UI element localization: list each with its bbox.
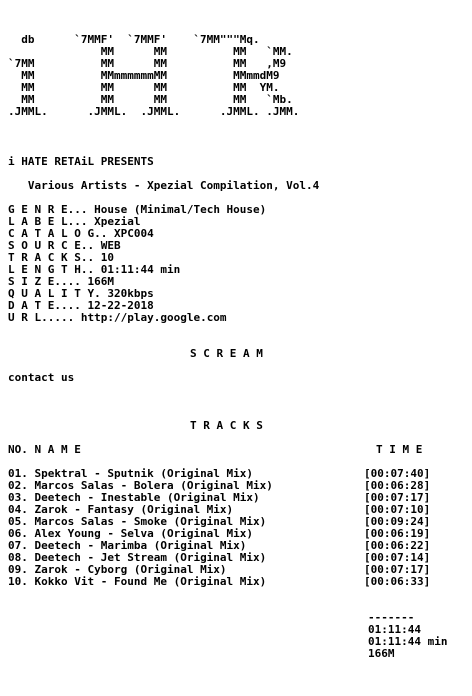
info-block — [8, 204, 266, 324]
track-number: 05. — [8, 516, 28, 528]
track-row — [8, 576, 464, 588]
track-number: 08. — [8, 552, 28, 564]
track-name-cell — [8, 468, 364, 480]
tracks-header-name: NO. N A M E — [8, 444, 81, 456]
info-value: Xpezial — [94, 215, 141, 228]
track-number: 07. — [8, 540, 28, 552]
info-label: L A B E L... — [8, 215, 88, 228]
track-name-cell — [8, 528, 364, 540]
track-time: [00:07:10] — [364, 503, 431, 516]
track-name-cell — [8, 516, 364, 528]
track-time: [00:09:24] — [364, 515, 431, 528]
track-name-cell — [8, 540, 364, 552]
info-value: 12-22-2018 — [87, 299, 154, 312]
track-name-cell — [8, 552, 364, 564]
summary-total-size: 166M — [368, 647, 395, 660]
track-time: [00:07:14] — [364, 551, 431, 564]
info-value: House (Minimal/Tech House) — [94, 203, 267, 216]
scream-heading-text: S C R E A M — [190, 347, 263, 360]
summary-divider: ------- — [368, 611, 415, 624]
track-number: 06. — [8, 528, 28, 540]
info-value: WEB — [100, 239, 121, 252]
info-value: 01:11:44 min — [100, 263, 181, 276]
track-name-cell — [8, 576, 364, 588]
tracks-heading-text: T R A C K S — [190, 419, 263, 432]
ascii-logo: db `7MMF' `7MMF' `7MM"""Mq. MM MM MM `MM. `7MM MM MM MM ,M9 MM MMmmmmmmMM MMmmdM9 MM MM MM MM YM. MM MM MM MM `Mb. .JMML. .JMML. .JMML. .JMML. .JMM. — [8, 33, 300, 118]
track-title: Alex Young - Selva (Original Mix) — [34, 528, 254, 540]
track-number: 09. — [8, 564, 28, 576]
release-title-text: Various Artists - Xpezial Compilation, Vol.4 — [8, 179, 320, 192]
info-value[interactable]: http://play.google.com — [80, 311, 227, 324]
track-title: Marcos Salas - Smoke (Original Mix) — [34, 516, 267, 528]
scream-heading — [190, 348, 263, 360]
track-time: [00:07:40] — [364, 467, 431, 480]
info-label: L E N G T H.. — [8, 263, 95, 276]
track-title: Kokko Vit - Found Me (Original Mix) — [34, 576, 267, 588]
track-title: Marcos Salas - Bolera (Original Mix) — [34, 480, 273, 492]
track-name-cell — [8, 504, 364, 516]
contact-link[interactable]: contact us — [8, 371, 75, 384]
summary-total-time: 01:11:44 — [368, 623, 421, 636]
track-time: [00:06:28] — [364, 479, 431, 492]
track-title: Zarok - Cyborg (Original Mix) — [34, 564, 227, 576]
tracks-heading — [190, 420, 263, 432]
info-value: 166M — [87, 275, 114, 288]
tracks-header-time: T I M E — [376, 443, 423, 456]
track-name-cell — [8, 492, 364, 504]
track-number: 01. — [8, 468, 28, 480]
info-label: U R L..... — [8, 311, 75, 324]
contact-line[interactable] — [8, 372, 74, 384]
track-title: Deetech - Inestable (Original Mix) — [34, 492, 260, 504]
info-label: C A T A L O G.. — [8, 227, 108, 240]
track-time: [00:07:17] — [364, 563, 431, 576]
info-label: S I Z E.... — [8, 275, 81, 288]
track-number: 02. — [8, 480, 28, 492]
track-list — [8, 468, 464, 588]
track-number: 10. — [8, 576, 28, 588]
track-time: [00:06:22] — [364, 539, 431, 552]
track-title: Deetech - Jet Stream (Original Mix) — [34, 552, 267, 564]
info-label: G E N R E... — [8, 203, 88, 216]
track-number: 03. — [8, 492, 28, 504]
info-value: 10 — [100, 251, 114, 264]
info-label: D A T E.... — [8, 299, 81, 312]
tracks-header — [8, 444, 472, 456]
track-time: [00:06:19] — [364, 527, 431, 540]
track-name-cell — [8, 564, 364, 576]
info-label: Q U A L I T Y. — [8, 287, 101, 300]
track-name-cell — [8, 480, 364, 492]
summary-total-length: 01:11:44 min — [368, 635, 448, 648]
track-time: [00:07:17] — [364, 491, 431, 504]
track-title: Zarok - Fantasy (Original Mix) — [34, 504, 234, 516]
presents-line — [8, 156, 154, 168]
track-time: [00:06:33] — [364, 575, 431, 588]
track-title: Spektral - Sputnik (Original Mix) — [34, 468, 254, 480]
track-title: Deetech - Marimba (Original Mix) — [34, 540, 247, 552]
info-label: S O U R C E.. — [8, 239, 95, 252]
info-row — [8, 312, 266, 324]
presents-text: i HATE RETAiL PRESENTS — [8, 155, 154, 168]
summary-block — [368, 612, 447, 660]
track-number: 04. — [8, 504, 28, 516]
info-value: 320kbps — [107, 287, 154, 300]
info-value: XPC004 — [113, 227, 154, 240]
info-label: T R A C K S.. — [8, 251, 95, 264]
release-title — [8, 180, 319, 192]
